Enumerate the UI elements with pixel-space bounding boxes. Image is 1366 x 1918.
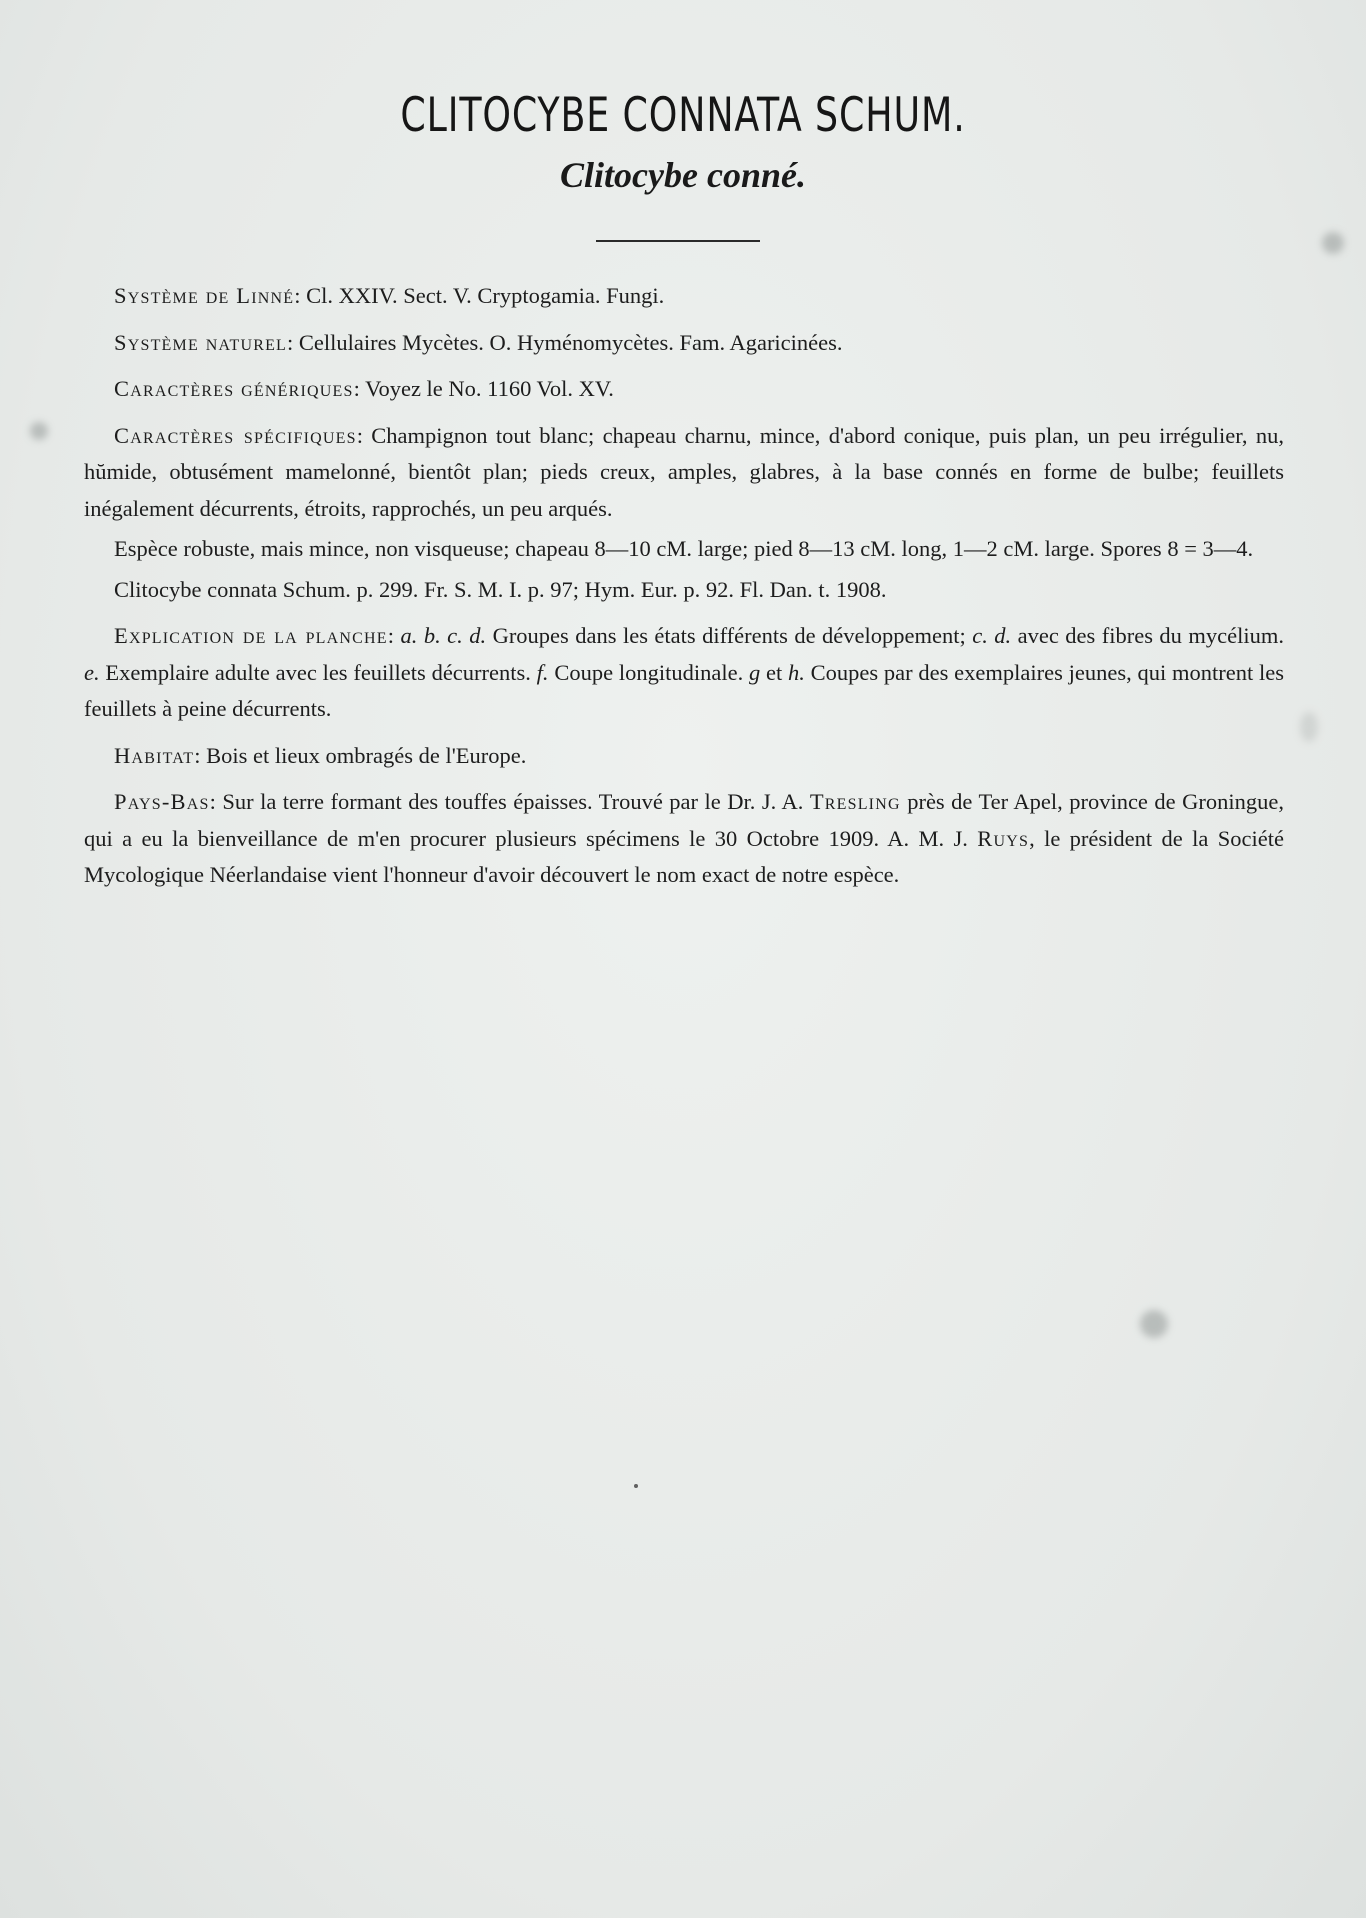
- document-body: [84, 278, 1284, 904]
- figure-ref: f.: [536, 659, 549, 685]
- figure-ref: e.: [84, 659, 100, 685]
- section-label: Caractères génériques: [114, 376, 354, 401]
- figure-ref: g: [748, 659, 761, 685]
- paper-spot: [1322, 232, 1344, 254]
- section-habitat: Habitat: Bois et lieux ombragés de l'Europe.: [114, 742, 527, 768]
- figure-ref: a. b. c. d.: [400, 623, 487, 648]
- section-text: Champignon tout blanc; chapeau charnu, mince, d'abord conique, puis plan, un peu irrégulier, nu, hŭmide, obtusément mamelonné, bientôt plan; pieds creux, amples, glabres, à la base connés en forme de bulbe; feuillets inégalement décurrents, étroits, rapprochés, un peu arqués.: [84, 422, 1284, 521]
- section-systeme-naturel: Système naturel: Cellulaires Mycètes. O. Hyménomycètes. Fam. Agaricinées.: [114, 329, 843, 355]
- section-espece: [84, 531, 1284, 568]
- section-text: Exemplaire adulte avec les feuillets décurrents.: [99, 659, 537, 685]
- figure-ref: h.: [788, 659, 805, 685]
- section-caracteres-generiques: Caractères génériques: Voyez le No. 1160 Vol. XV.: [114, 376, 614, 401]
- section-text: Voyez le No. 1160 Vol. XV.: [365, 376, 614, 401]
- paper-spot: [1300, 712, 1318, 742]
- paper-spot: [1140, 1310, 1168, 1338]
- section-pays-bas: Pays-Bas: Sur la terre formant des touffes épaisses. Trouvé par le Dr. J. A. Tresling près de Ter Apel, province de Groningue, qui a eu la bienveillance de m'en procurer plusieurs spécimens le 30 Octobre 1909. A. M. J. Ruys, le président de la Société Mycologique Néerlandaise vient l'honneur d'avoir découvert le nom exact de notre espèce.: [84, 789, 1284, 887]
- page-subtitle: Clitocybe conné.: [560, 155, 806, 195]
- person-name: Tresling: [809, 789, 901, 814]
- figure-ref: c. d.: [972, 623, 1012, 648]
- paper-spot: [634, 1484, 638, 1488]
- section-caracteres-specifiques: Caractères spécifiques: Champignon tout blanc; chapeau charnu, mince, d'abord conique, puis plan, un peu irrégulier, nu, hŭmide, obtusément mamelonné, bientôt plan; pieds creux, amples, glabres, à la base connés en forme de bulbe; feuillets inégalement décurrents, étroits, rapprochés, un peu arqués.: [84, 422, 1284, 521]
- section-text: avec des fibres du mycélium.: [1011, 623, 1284, 648]
- section-label: Système de Linné: [114, 283, 295, 308]
- section-label: Habitat: [114, 742, 195, 768]
- section-text: , le président de la Société Mycologique Néerlandaise vient l'honneur d'avoir découvert le nom exact de notre espèce.: [84, 825, 1284, 887]
- page-title: CLITOCYBE CONNATA SCHUM.: [400, 88, 966, 143]
- section-label: Système naturel: [114, 329, 288, 355]
- paper-spot: [30, 422, 48, 440]
- section-text: Coupe longitudinale.: [548, 659, 749, 685]
- section-label: Explication de la planche: [114, 623, 388, 648]
- section-label: Caractères spécifiques: [114, 422, 357, 448]
- section-text: Clitocybe connata Schum. p. 299. Fr. S. M. I. p. 97; Hym. Eur. p. 92. Fl. Dan. t. 1908.: [114, 576, 887, 602]
- section-text: Espèce robuste, mais mince, non visqueuse; chapeau 8—10 cM. large; pied 8—13 cM. long, 1—2 cM. large. Spores 8 = 3—4.: [114, 536, 1254, 561]
- section-text: près de Ter Apel, province de Groningue, qui a eu la bienveillance de m'en procurer plusieurs spécimens le 30 Octobre 1909. A. M. J.: [84, 789, 1284, 851]
- section-systeme-linne: Système de Linné: Cl. XXIV. Sect. V. Cryptogamia. Fungi.: [114, 283, 665, 308]
- section-text: Cellulaires Mycètes. O. Hyménomycètes. Fam. Agaricinées.: [298, 329, 843, 355]
- section-text: Cl. XXIV. Sect. V. Cryptogamia. Fungi.: [306, 283, 665, 308]
- section-text: Groupes dans les états différents de développement;: [486, 623, 973, 648]
- section-references: [84, 572, 1284, 609]
- section-explication: Explication de la planche: a. b. c. d. Groupes dans les états différents de développement; c. d. avec des fibres du mycélium. e. Exemplaire adulte avec les feuillets décurrents. f. Coupe longitudinale. g et h. Coupes par des exemplaires jeunes, qui montrent les feuillets à peine décurrents.: [84, 623, 1284, 721]
- section-text: Coupes par des exemplaires jeunes, qui montrent les feuillets à peine décurrents.: [84, 659, 1284, 721]
- section-text: Bois et lieux ombragés de l'Europe.: [206, 742, 527, 768]
- section-label: Pays-Bas: [114, 789, 210, 814]
- title-divider: [596, 240, 760, 242]
- section-text: Sur la terre formant des touffes épaisses. Trouvé par le Dr. J. A.: [222, 789, 810, 814]
- section-text: et: [760, 659, 788, 685]
- person-name: Ruys: [977, 825, 1030, 851]
